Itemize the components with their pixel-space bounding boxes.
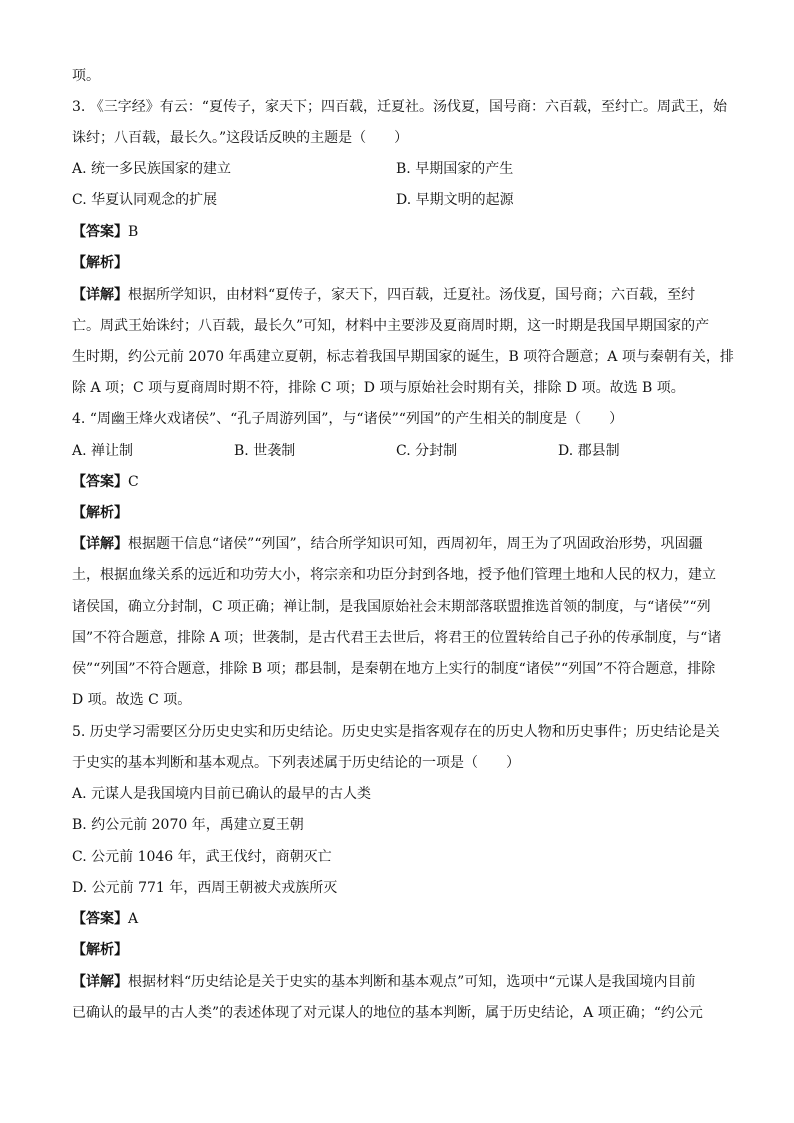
prev-question-tail: 项。 bbox=[72, 68, 100, 84]
detail-tag: 【详解】 bbox=[72, 536, 128, 552]
q4-analysis-tag: 【解析】 bbox=[72, 505, 128, 521]
q4-option-c: C. 分封制 bbox=[396, 443, 458, 459]
answer-tag: 【答案】 bbox=[72, 224, 128, 240]
q5-option-a: A. 元谋人是我国境内目前已确认的最早的古人类 bbox=[72, 786, 372, 802]
q4-detail-line-1 bbox=[72, 534, 703, 554]
q3-detail-line-3: 生时期，约公元前 2070 年禹建立夏朝，标志着我国早期国家的诞生，B 项符合题意；A 项与秦朝有关，排 bbox=[72, 349, 734, 365]
q3-stem-line-1: 3. 《三字经》有云：“夏传子，家天下；四百载，迁夏社。汤伐夏，国号商：六百载，至纣亡。周武王，始 bbox=[72, 99, 727, 115]
answer-value: B bbox=[128, 224, 139, 240]
q3-detail-line-4: 除 A 项；C 项与夏商周时期不符，排除 C 项；D 项与原始社会时期有关，排除 D 项。故选 B 项。 bbox=[72, 380, 685, 396]
q3-detail-line-1 bbox=[72, 285, 695, 305]
q4-stem: 4. “周幽王烽火戏诸侯”、“孔子周游列国”，与“诸侯”“列国”的产生相关的制度是（ ） bbox=[72, 411, 624, 427]
q4-detail-line-4: 国”不符合题意，排除 A 项；世袭制，是古代君王去世后，将君王的位置转给自己子孙的传承制度，与“诸 bbox=[72, 630, 722, 646]
q3-analysis-tag: 【解析】 bbox=[72, 255, 128, 271]
q5-stem-line-1: 5. 历史学习需要区分历史史实和历史结论。历史史实是指客观存在的历史人物和历史事件；历史结论是关 bbox=[72, 724, 720, 740]
answer-tag: 【答案】 bbox=[72, 474, 128, 490]
q3-option-b: B. 早期国家的产生 bbox=[396, 161, 514, 177]
q5-analysis-tag: 【解析】 bbox=[72, 942, 128, 958]
q3-option-c: C. 华夏认同观念的扩展 bbox=[72, 192, 218, 208]
q4-answer bbox=[72, 472, 139, 492]
q4-detail-line-5: 侯”“列国”不符合题意，排除 B 项；郡县制，是秦朝在地方上实行的制度“诸侯”“列国”不符合题意，排除 bbox=[72, 661, 716, 677]
q3-stem-line-2: 诛纣；八百载，最长久。”这段话反映的主题是（ ） bbox=[72, 130, 409, 146]
detail-tag: 【详解】 bbox=[72, 974, 128, 990]
q3-option-d: D. 早期文明的起源 bbox=[396, 192, 514, 208]
q5-stem-line-2: 于史实的基本判断和基本观点。下列表述属于历史结论的一项是（ ） bbox=[72, 755, 520, 771]
answer-value: A bbox=[128, 911, 139, 927]
q4-option-a: A. 禅让制 bbox=[72, 443, 134, 459]
q4-option-b: B. 世袭制 bbox=[234, 443, 296, 459]
detail-text: 根据题干信息“诸侯”“列国”，结合所学知识可知，西周初年，周王为了巩固政治形势，巩固疆 bbox=[128, 536, 703, 552]
q4-option-d: D. 郡县制 bbox=[558, 443, 620, 459]
q5-option-b: B. 约公元前 2070 年，禹建立夏王朝 bbox=[72, 817, 304, 833]
q4-detail-line-6: D 项。故选 C 项。 bbox=[72, 692, 192, 708]
q4-detail-line-2: 土，根据血缘关系的远近和功劳大小，将宗亲和功臣分封到各地，授予他们管理土地和人民的权力，建立 bbox=[72, 567, 716, 583]
detail-text: 根据材料“历史结论是关于史实的基本判断和基本观点”可知，选项中“元谋人是我国境内目前 bbox=[128, 974, 696, 990]
q5-option-d: D. 公元前 771 年，西周王朝被犬戎族所灭 bbox=[72, 880, 338, 896]
q3-detail-line-2: 亡。周武王始诛纣；八百载，最长久”可知，材料中主要涉及夏商周时期，这一时期是我国早期国家的产 bbox=[72, 318, 710, 334]
q3-answer bbox=[72, 222, 138, 242]
q5-answer bbox=[72, 909, 138, 929]
q5-detail-line-1 bbox=[72, 972, 695, 992]
q4-detail-line-3: 诸侯国，确立分封制，C 项正确；禅让制，是我国原始社会末期部落联盟推选首领的制度，与“诸侯”“列 bbox=[72, 599, 711, 615]
answer-value: C bbox=[128, 474, 139, 490]
q5-detail-line-2: 已确认的最早的古人类”的表述体现了对元谋人的地位的基本判断，属于历史结论，A 项正确；“约公元 bbox=[72, 1005, 703, 1021]
q3-option-a: A. 统一多民族国家的建立 bbox=[72, 161, 232, 177]
answer-tag: 【答案】 bbox=[72, 911, 128, 927]
detail-text: 根据所学知识，由材料“夏传子，家天下，四百载，迁夏社。汤伐夏，国号商；六百载，至纣 bbox=[128, 287, 696, 303]
detail-tag: 【详解】 bbox=[72, 287, 128, 303]
q5-option-c: C. 公元前 1046 年，武王伐纣，商朝灭亡 bbox=[72, 849, 332, 865]
